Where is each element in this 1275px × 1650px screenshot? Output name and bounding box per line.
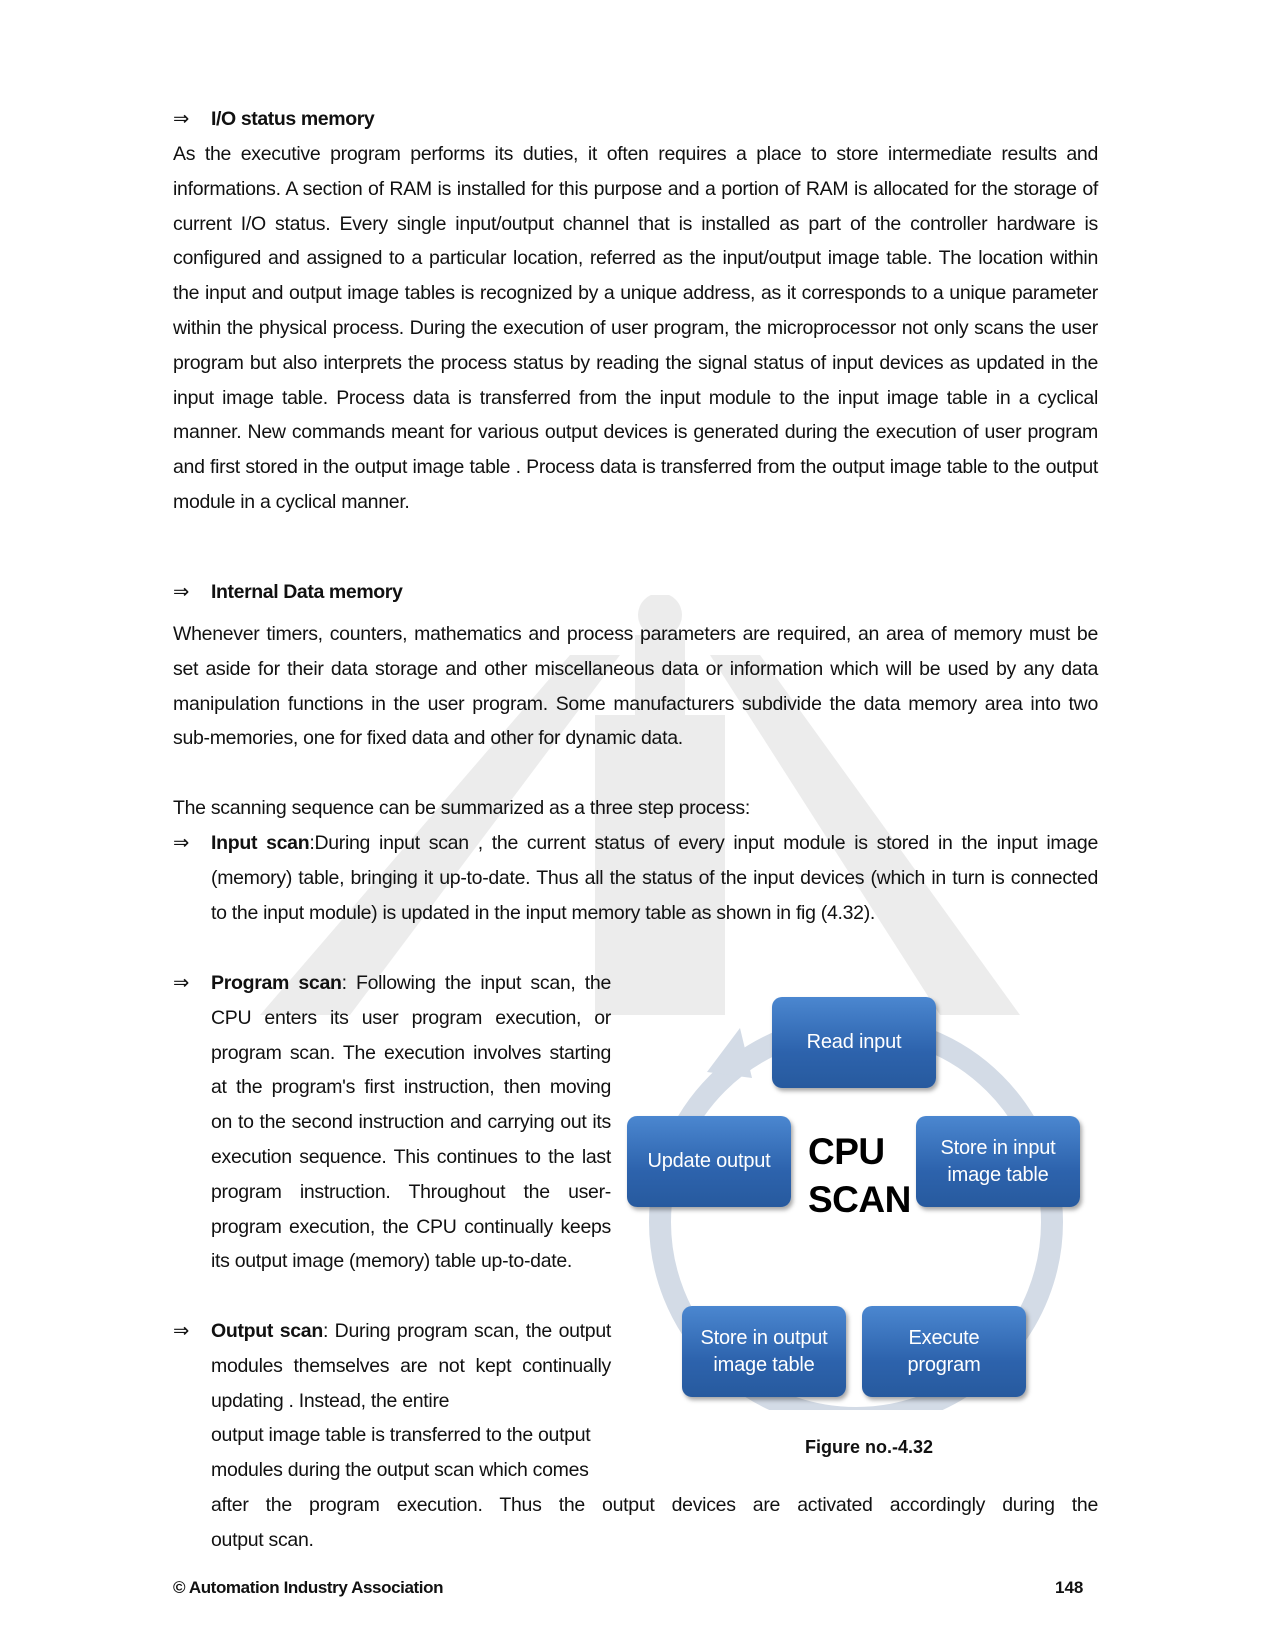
cycle-arrowhead-icon bbox=[707, 1028, 752, 1078]
section-heading-io-status: ⇒ I/O status memory bbox=[173, 102, 374, 137]
node-store-input-table: Store in input image table bbox=[916, 1116, 1080, 1207]
step-text: output image table is transferred to the output bbox=[211, 1424, 591, 1446]
scanning-intro: The scanning sequence can be summarized as a three step process: bbox=[173, 797, 750, 819]
node-read-input: Read input bbox=[772, 997, 936, 1088]
footer-copyright: © Automation Industry Association bbox=[173, 1578, 444, 1597]
section-heading-internal-data: ⇒ Internal Data memory bbox=[173, 575, 402, 610]
step-text: :During input scan , the current status of every input module is stored in the input image (memory) table, bringing it up-to-date. Thus all the status of the input devices (which in turn is connected to the input module) is updated in the input memory table as shown in fig (4.32). bbox=[211, 832, 1098, 924]
arrow-bullet-icon: ⇒ bbox=[173, 108, 189, 130]
step-term: Program scan bbox=[211, 972, 342, 994]
node-update-output: Update output bbox=[627, 1116, 791, 1207]
step-text: : Following the input scan, the CPU enters its user program execution, or program scan. The execution involves starting at the program's first instruction, then moving on to the second instruction and carrying out its execution sequence. This continues to the last program instruction. Throughout the user-program execution, the CPU continually keeps its output image (memory) table up-to-date. bbox=[211, 972, 611, 1273]
page-number: 148 bbox=[1055, 1578, 1084, 1597]
node-store-output-table: Store in output image table bbox=[682, 1306, 846, 1397]
step-text: after the program execution. Thus the output devices are activated accordingly during the bbox=[211, 1494, 1098, 1516]
step-term: Input scan bbox=[211, 832, 310, 854]
arrow-bullet-icon: ⇒ bbox=[173, 1320, 190, 1342]
arrow-bullet-icon: ⇒ bbox=[173, 581, 189, 603]
arrow-bullet-icon: ⇒ bbox=[173, 832, 190, 854]
arrow-bullet-icon: ⇒ bbox=[173, 972, 190, 994]
io-status-paragraph: As the executive program performs its duties, it often requires a place to store intermediate results and informations. A section of RAM is installed for this purpose and a portion of RAM is allocated for the storage of current I/O status. Every single input/output channel that is installed as part of the controller hardware is configured and assigned to a particular location, referred as the input/output image table. The location within the input and output image tables is recognized by a unique address, as it corresponds to a unique parameter within the physical process. During the execution of user program, the microprocessor not only scans the user program but also interprets the process status by reading the signal status of input devices as updated in the input image table. Process data is transferred from the input module to the input image table in a cyclical manner. New commands meant for various output devices is generated during the execution of user program and first stored in the output image table . Process data is transferred from the output image table to the output module in a cyclical manner. bbox=[173, 143, 1098, 513]
step-text: : During program scan, the output modules themselves are not kept continually updating . Instead, the entire bbox=[211, 1320, 611, 1412]
node-execute-program: Execute program bbox=[862, 1306, 1026, 1397]
step-text: modules during the output scan which comes bbox=[211, 1459, 589, 1481]
cpu-scan-diagram bbox=[612, 990, 1092, 1410]
internal-data-paragraph: Whenever timers, counters, mathematics and process parameters are required, an area of memory must be set aside for their data storage and other miscellaneous data or information which will be used by any data manipulation functions in the user program. Some manufacturers subdivide the data memory area into two sub-memories, one for fixed data and other for dynamic data. bbox=[173, 623, 1098, 750]
step-term: Output scan bbox=[211, 1320, 323, 1342]
diagram-center-label: CPU SCAN bbox=[808, 1131, 911, 1220]
figure-caption: Figure no.-4.32 bbox=[805, 1437, 934, 1457]
step-text: output scan. bbox=[211, 1529, 314, 1551]
